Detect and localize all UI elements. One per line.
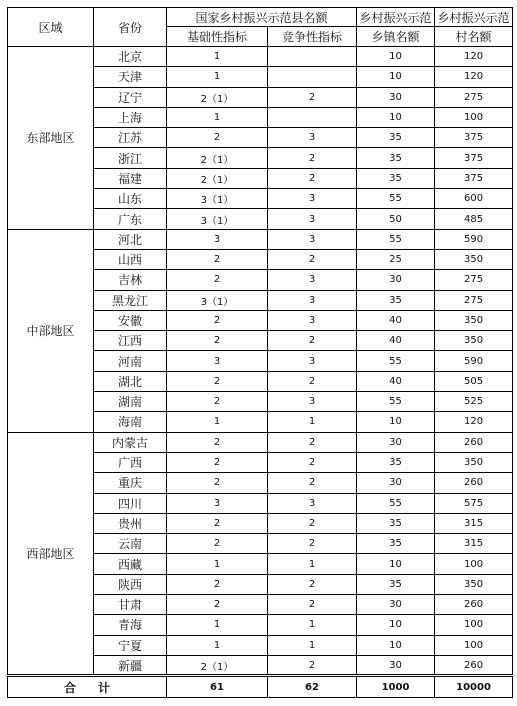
province-cell: 湖南 bbox=[94, 392, 167, 412]
province-cell: 安徽 bbox=[94, 310, 167, 330]
town-quota-cell: 10 bbox=[357, 615, 435, 635]
village-quota-cell: 590 bbox=[435, 351, 513, 371]
competitive-indicator-cell bbox=[268, 107, 357, 127]
competitive-indicator-cell: 3 bbox=[268, 209, 357, 229]
town-quota-cell: 10 bbox=[357, 635, 435, 655]
town-quota-cell: 35 bbox=[357, 128, 435, 148]
province-cell: 贵州 bbox=[94, 513, 167, 533]
village-quota-cell: 350 bbox=[435, 249, 513, 269]
town-quota-cell: 30 bbox=[357, 655, 435, 675]
village-quota-cell: 260 bbox=[435, 473, 513, 493]
town-quota-cell: 55 bbox=[357, 229, 435, 249]
town-quota-cell: 35 bbox=[357, 513, 435, 533]
competitive-indicator-cell: 1 bbox=[268, 635, 357, 655]
province-cell: 上海 bbox=[94, 107, 167, 127]
basic-indicator-cell: 2（1） bbox=[167, 87, 268, 107]
basic-indicator-cell: 2 bbox=[167, 331, 268, 351]
basic-indicator-cell: 1 bbox=[167, 635, 268, 655]
basic-indicator-cell: 3 bbox=[167, 229, 268, 249]
province-cell: 黑龙江 bbox=[94, 290, 167, 310]
competitive-indicator-cell: 3 bbox=[268, 128, 357, 148]
province-cell: 浙江 bbox=[94, 148, 167, 168]
town-quota-cell: 25 bbox=[357, 249, 435, 269]
town-quota-cell: 35 bbox=[357, 148, 435, 168]
basic-indicator-cell: 3 bbox=[167, 351, 268, 371]
competitive-indicator-cell: 1 bbox=[268, 615, 357, 635]
province-cell: 山西 bbox=[94, 249, 167, 269]
competitive-indicator-cell: 2 bbox=[268, 371, 357, 391]
village-quota-cell: 260 bbox=[435, 595, 513, 615]
basic-indicator-cell: 1 bbox=[167, 554, 268, 574]
province-cell: 广东 bbox=[94, 209, 167, 229]
total-label: 合计 bbox=[8, 676, 167, 698]
competitive-indicator-cell bbox=[268, 67, 357, 87]
header-county-quota-group: 国家乡村振兴示范县名额 bbox=[167, 8, 357, 27]
village-quota-cell: 275 bbox=[435, 290, 513, 310]
competitive-indicator-cell: 2 bbox=[268, 513, 357, 533]
province-cell: 吉林 bbox=[94, 270, 167, 290]
basic-indicator-cell: 2（1） bbox=[167, 655, 268, 675]
table-body bbox=[8, 47, 513, 676]
province-cell: 江西 bbox=[94, 331, 167, 351]
basic-indicator-cell: 2 bbox=[167, 534, 268, 554]
header-competitive-indicator: 竞争性指标 bbox=[268, 27, 357, 47]
region-cell: 东部地区 bbox=[8, 47, 94, 230]
province-cell: 北京 bbox=[94, 47, 167, 67]
town-quota-cell: 10 bbox=[357, 412, 435, 432]
competitive-indicator-cell: 3 bbox=[268, 189, 357, 209]
village-quota-cell: 505 bbox=[435, 371, 513, 391]
village-quota-cell: 350 bbox=[435, 452, 513, 472]
town-quota-cell: 50 bbox=[357, 209, 435, 229]
village-quota-cell: 315 bbox=[435, 513, 513, 533]
header-village-quota-line1: 乡村振兴示范 bbox=[435, 8, 513, 27]
village-quota-cell: 575 bbox=[435, 493, 513, 513]
province-cell: 甘肃 bbox=[94, 595, 167, 615]
town-quota-cell: 55 bbox=[357, 493, 435, 513]
header-basic-indicator: 基础性指标 bbox=[167, 27, 268, 47]
village-quota-cell: 260 bbox=[435, 432, 513, 452]
basic-indicator-cell: 2 bbox=[167, 452, 268, 472]
header-village-quota-line2: 村名额 bbox=[435, 27, 513, 47]
table-row bbox=[8, 432, 513, 452]
town-quota-cell: 55 bbox=[357, 189, 435, 209]
basic-indicator-cell: 2 bbox=[167, 473, 268, 493]
town-quota-cell: 35 bbox=[357, 534, 435, 554]
competitive-indicator-cell: 3 bbox=[268, 392, 357, 412]
village-quota-cell: 120 bbox=[435, 412, 513, 432]
village-quota-cell: 100 bbox=[435, 615, 513, 635]
competitive-indicator-cell: 2 bbox=[268, 148, 357, 168]
basic-indicator-cell: 2 bbox=[167, 128, 268, 148]
competitive-indicator-cell: 3 bbox=[268, 229, 357, 249]
province-cell: 新疆 bbox=[94, 655, 167, 675]
total-villages: 10000 bbox=[435, 676, 513, 698]
province-cell: 宁夏 bbox=[94, 635, 167, 655]
town-quota-cell: 35 bbox=[357, 168, 435, 188]
basic-indicator-cell: 2 bbox=[167, 270, 268, 290]
town-quota-cell: 40 bbox=[357, 310, 435, 330]
province-cell: 山东 bbox=[94, 189, 167, 209]
basic-indicator-cell: 3（1） bbox=[167, 189, 268, 209]
basic-indicator-cell: 2 bbox=[167, 310, 268, 330]
competitive-indicator-cell: 2 bbox=[268, 87, 357, 107]
village-quota-cell: 525 bbox=[435, 392, 513, 412]
village-quota-cell: 350 bbox=[435, 310, 513, 330]
village-quota-cell: 100 bbox=[435, 635, 513, 655]
village-quota-cell: 590 bbox=[435, 229, 513, 249]
village-quota-cell: 350 bbox=[435, 574, 513, 594]
town-quota-cell: 30 bbox=[357, 432, 435, 452]
total-row bbox=[8, 676, 513, 698]
basic-indicator-cell: 2 bbox=[167, 249, 268, 269]
quota-table-container bbox=[7, 7, 513, 698]
province-cell: 湖北 bbox=[94, 371, 167, 391]
village-quota-cell: 375 bbox=[435, 148, 513, 168]
header-province: 省份 bbox=[94, 8, 167, 47]
basic-indicator-cell: 2 bbox=[167, 574, 268, 594]
town-quota-cell: 35 bbox=[357, 452, 435, 472]
total-competitive: 62 bbox=[268, 676, 357, 698]
basic-indicator-cell: 1 bbox=[167, 67, 268, 87]
town-quota-cell: 30 bbox=[357, 87, 435, 107]
header-town-quota-line2: 乡镇名额 bbox=[357, 27, 435, 47]
village-quota-cell: 100 bbox=[435, 107, 513, 127]
competitive-indicator-cell: 1 bbox=[268, 554, 357, 574]
village-quota-cell: 260 bbox=[435, 655, 513, 675]
competitive-indicator-cell: 2 bbox=[268, 168, 357, 188]
province-cell: 青海 bbox=[94, 615, 167, 635]
province-cell: 重庆 bbox=[94, 473, 167, 493]
competitive-indicator-cell: 2 bbox=[268, 655, 357, 675]
town-quota-cell: 40 bbox=[357, 371, 435, 391]
basic-indicator-cell: 3（1） bbox=[167, 290, 268, 310]
basic-indicator-cell: 1 bbox=[167, 47, 268, 67]
competitive-indicator-cell: 3 bbox=[268, 290, 357, 310]
province-cell: 河南 bbox=[94, 351, 167, 371]
village-quota-cell: 100 bbox=[435, 554, 513, 574]
province-cell: 广西 bbox=[94, 452, 167, 472]
competitive-indicator-cell: 2 bbox=[268, 534, 357, 554]
province-cell: 海南 bbox=[94, 412, 167, 432]
competitive-indicator-cell: 2 bbox=[268, 331, 357, 351]
town-quota-cell: 40 bbox=[357, 331, 435, 351]
competitive-indicator-cell: 3 bbox=[268, 310, 357, 330]
competitive-indicator-cell bbox=[268, 47, 357, 67]
province-cell: 天津 bbox=[94, 67, 167, 87]
town-quota-cell: 10 bbox=[357, 554, 435, 574]
basic-indicator-cell: 2 bbox=[167, 371, 268, 391]
total-basic: 61 bbox=[167, 676, 268, 698]
basic-indicator-cell: 2 bbox=[167, 513, 268, 533]
region-cell: 中部地区 bbox=[8, 229, 94, 432]
province-cell: 西藏 bbox=[94, 554, 167, 574]
town-quota-cell: 10 bbox=[357, 47, 435, 67]
village-quota-cell: 600 bbox=[435, 189, 513, 209]
competitive-indicator-cell: 2 bbox=[268, 595, 357, 615]
basic-indicator-cell: 1 bbox=[167, 615, 268, 635]
competitive-indicator-cell: 3 bbox=[268, 270, 357, 290]
province-cell: 辽宁 bbox=[94, 87, 167, 107]
basic-indicator-cell: 2 bbox=[167, 392, 268, 412]
competitive-indicator-cell: 3 bbox=[268, 351, 357, 371]
basic-indicator-cell: 3（1） bbox=[167, 209, 268, 229]
competitive-indicator-cell: 2 bbox=[268, 452, 357, 472]
town-quota-cell: 10 bbox=[357, 107, 435, 127]
village-quota-cell: 120 bbox=[435, 47, 513, 67]
village-quota-cell: 350 bbox=[435, 331, 513, 351]
town-quota-cell: 55 bbox=[357, 351, 435, 371]
town-quota-cell: 10 bbox=[357, 67, 435, 87]
competitive-indicator-cell: 2 bbox=[268, 249, 357, 269]
province-cell: 江苏 bbox=[94, 128, 167, 148]
region-cell: 西部地区 bbox=[8, 432, 94, 676]
competitive-indicator-cell: 1 bbox=[268, 412, 357, 432]
town-quota-cell: 55 bbox=[357, 392, 435, 412]
province-cell: 内蒙古 bbox=[94, 432, 167, 452]
province-cell: 云南 bbox=[94, 534, 167, 554]
basic-indicator-cell: 2 bbox=[167, 595, 268, 615]
competitive-indicator-cell: 2 bbox=[268, 574, 357, 594]
basic-indicator-cell: 1 bbox=[167, 107, 268, 127]
province-cell: 四川 bbox=[94, 493, 167, 513]
village-quota-cell: 375 bbox=[435, 128, 513, 148]
table-row bbox=[8, 47, 513, 67]
village-quota-cell: 315 bbox=[435, 534, 513, 554]
town-quota-cell: 30 bbox=[357, 473, 435, 493]
town-quota-cell: 30 bbox=[357, 270, 435, 290]
basic-indicator-cell: 2（1） bbox=[167, 148, 268, 168]
province-cell: 河北 bbox=[94, 229, 167, 249]
province-cell: 福建 bbox=[94, 168, 167, 188]
basic-indicator-cell: 2（1） bbox=[167, 168, 268, 188]
village-quota-cell: 275 bbox=[435, 87, 513, 107]
header-town-quota-line1: 乡村振兴示范 bbox=[357, 8, 435, 27]
village-quota-cell: 485 bbox=[435, 209, 513, 229]
basic-indicator-cell: 1 bbox=[167, 412, 268, 432]
province-cell: 陕西 bbox=[94, 574, 167, 594]
competitive-indicator-cell: 2 bbox=[268, 473, 357, 493]
quota-allocation-table bbox=[7, 7, 513, 698]
table-row bbox=[8, 229, 513, 249]
header-region: 区域 bbox=[8, 8, 94, 47]
village-quota-cell: 275 bbox=[435, 270, 513, 290]
basic-indicator-cell: 3 bbox=[167, 493, 268, 513]
village-quota-cell: 375 bbox=[435, 168, 513, 188]
town-quota-cell: 35 bbox=[357, 290, 435, 310]
town-quota-cell: 30 bbox=[357, 595, 435, 615]
village-quota-cell: 120 bbox=[435, 67, 513, 87]
competitive-indicator-cell: 2 bbox=[268, 432, 357, 452]
competitive-indicator-cell: 3 bbox=[268, 493, 357, 513]
basic-indicator-cell: 2 bbox=[167, 432, 268, 452]
town-quota-cell: 35 bbox=[357, 574, 435, 594]
total-towns: 1000 bbox=[357, 676, 435, 698]
